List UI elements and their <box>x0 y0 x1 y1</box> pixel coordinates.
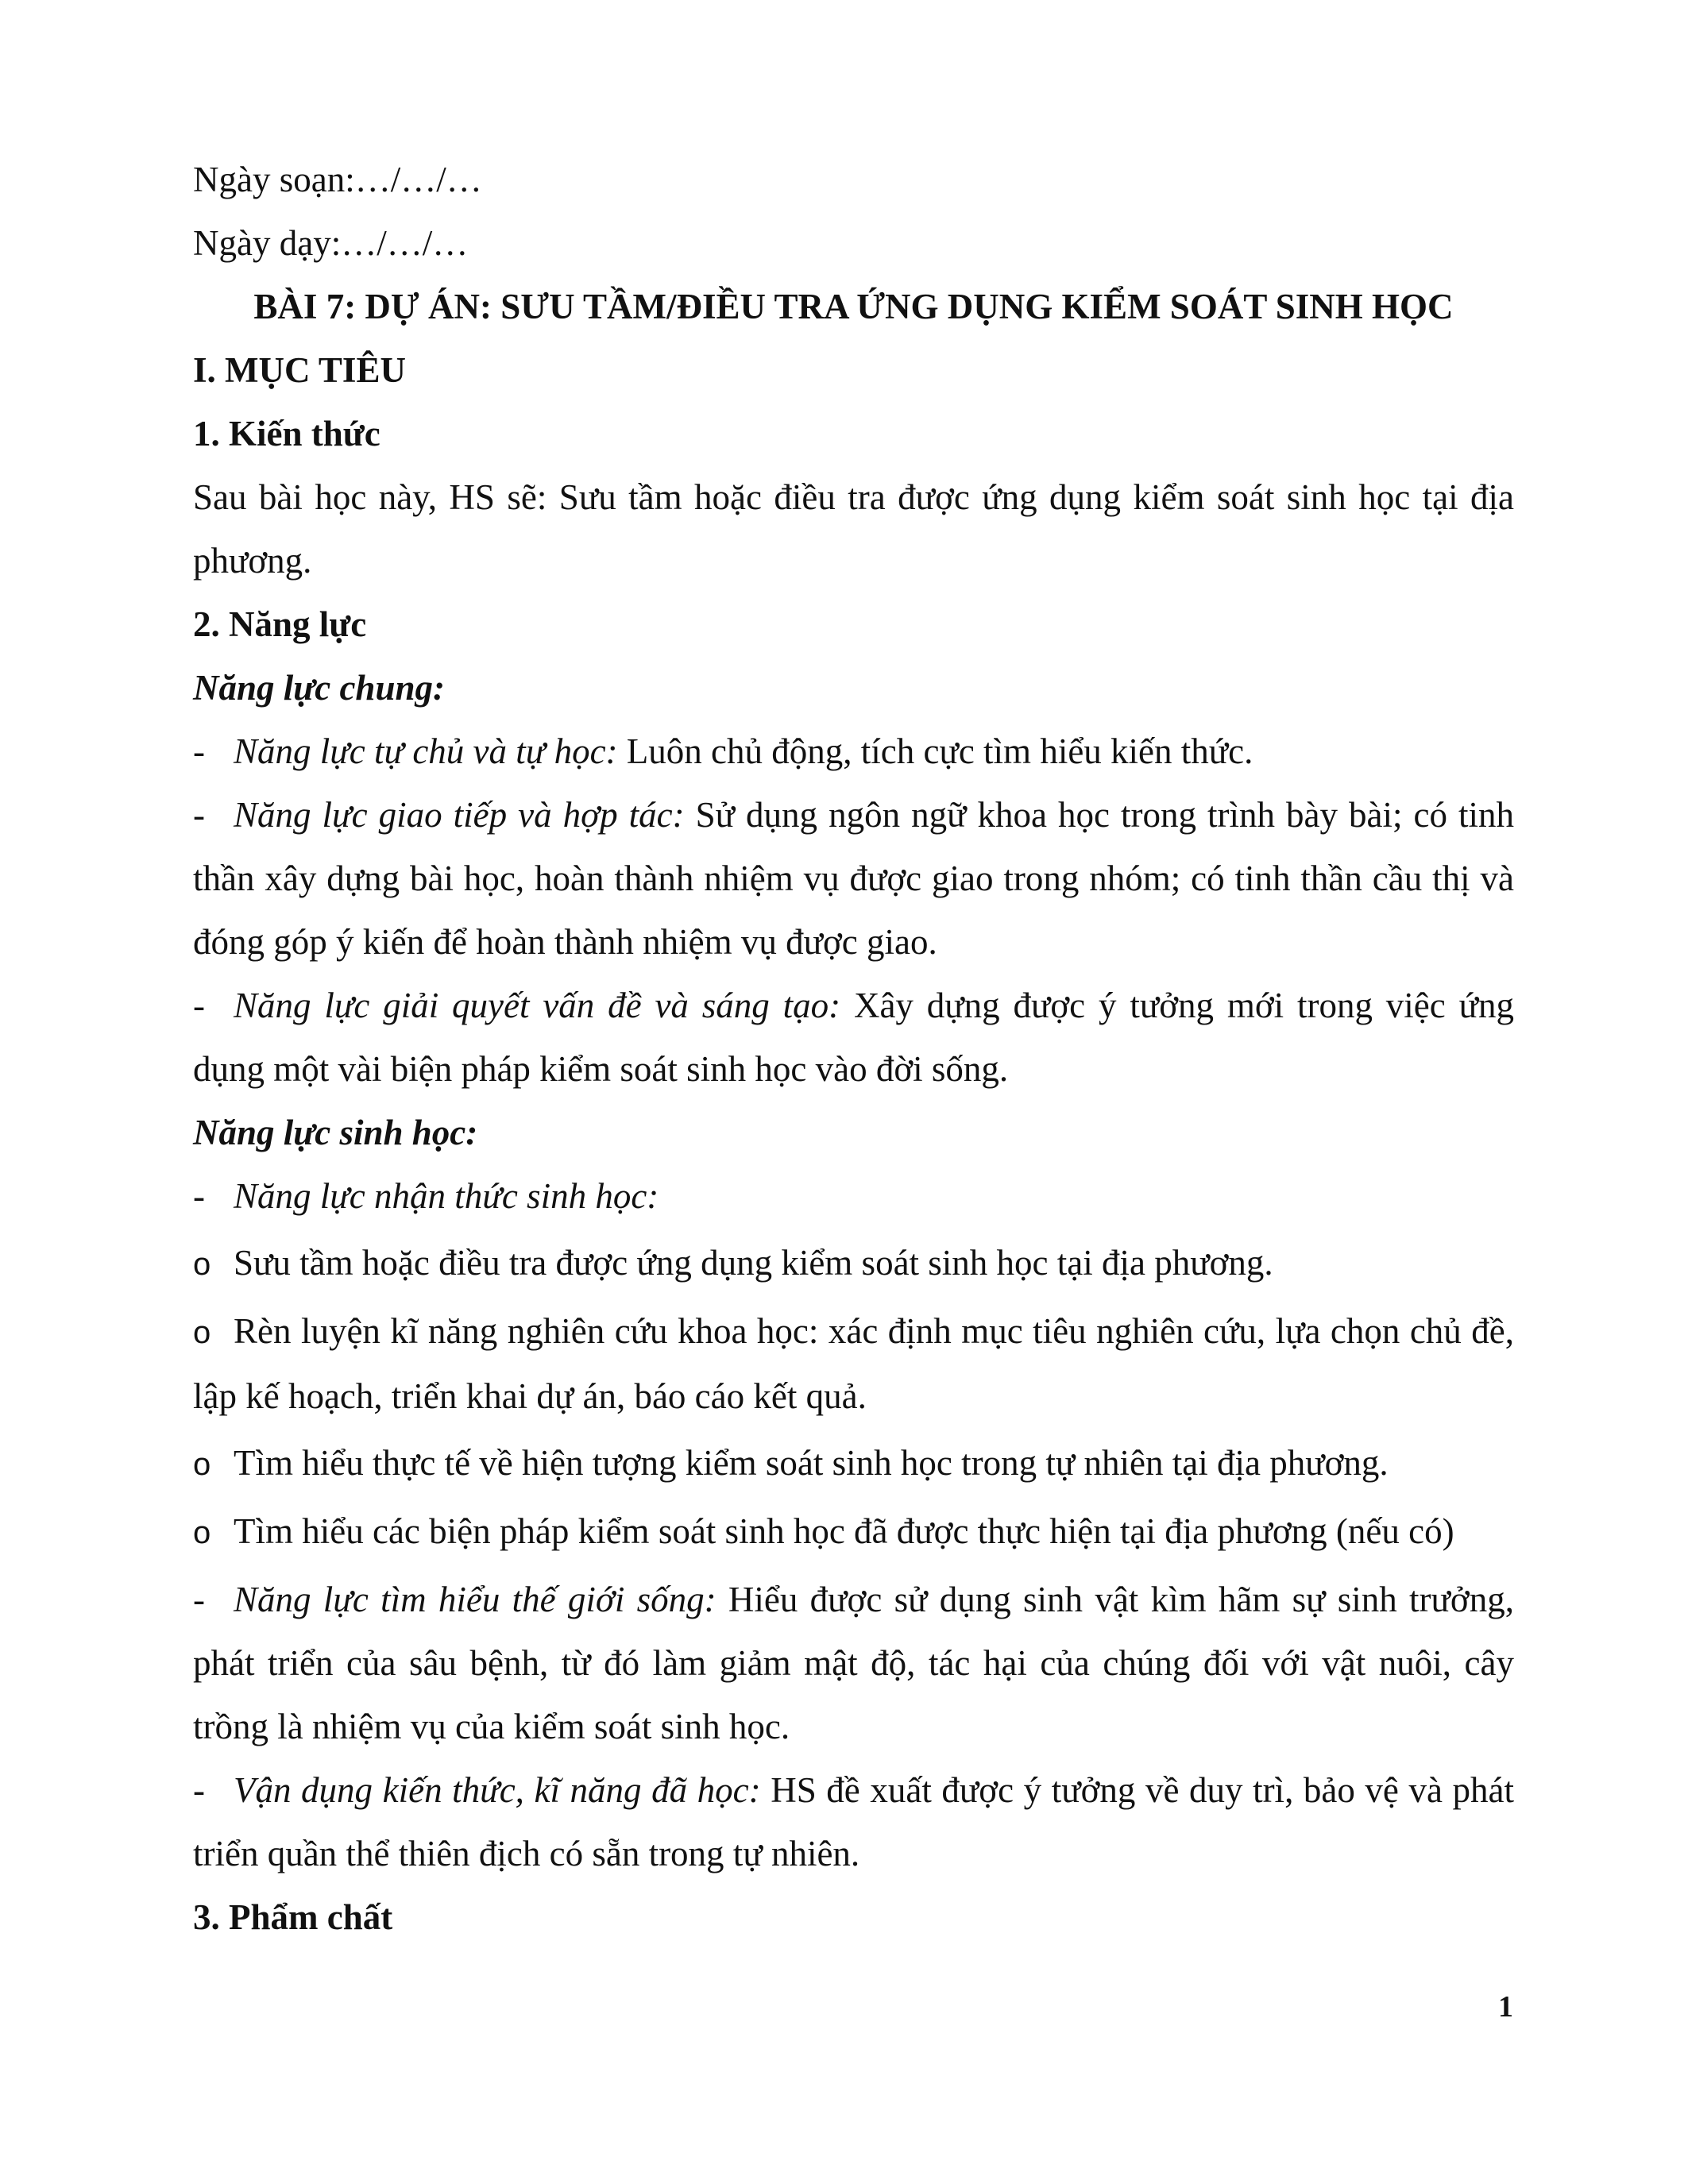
dash-marker: - <box>193 731 205 771</box>
ngay-day: Ngày dạy:…/…/… <box>193 223 469 263</box>
heading-nang-luc-chung: Năng lực chung: <box>193 668 445 708</box>
item-text: Tìm hiểu các biện pháp kiểm soát sinh học đã được thực hiện tại địa phương (nếu có) <box>234 1511 1454 1551</box>
list-item <box>193 783 1514 974</box>
dash-marker: - <box>193 1580 205 1619</box>
item-text: Xây dựng được ý tưởng mới trong việc ứng dụng một vài biện pháp kiểm soát sinh học vào đời sống. <box>193 986 1514 1089</box>
list-item <box>193 1568 1514 1758</box>
list-item <box>193 720 1514 783</box>
circle-bullet-icon: o <box>193 1247 211 1282</box>
heading-kien-thuc: 1. Kiến thức <box>193 414 380 453</box>
heading-nang-luc-sinh-hoc: Năng lực sinh học: <box>193 1113 478 1152</box>
circle-bullet-icon: o <box>193 1315 211 1350</box>
dash-marker: - <box>193 1770 205 1810</box>
item-label: Vận dụng kiến thức, kĩ năng đã học: <box>234 1770 761 1810</box>
section-heading-muc-tieu: I. MỤC TIÊU <box>193 350 406 390</box>
sub-list-item <box>193 1499 1514 1565</box>
dash-marker: - <box>193 795 205 835</box>
circle-bullet-icon: o <box>193 1515 211 1550</box>
dash-marker: - <box>193 1176 205 1216</box>
sub-list-item <box>193 1431 1514 1496</box>
sub-list-item <box>193 1231 1514 1296</box>
list-item <box>193 1758 1514 1885</box>
page-number: 1 <box>1498 1990 1513 2024</box>
item-text: Tìm hiểu thực tế về hiện tượng kiểm soát sinh học trong tự nhiên tại địa phương. <box>234 1443 1389 1483</box>
item-text: Luôn chủ động, tích cực tìm hiểu kiến thức. <box>617 731 1253 771</box>
ngay-soan: Ngày soạn:…/…/… <box>193 160 482 199</box>
list-item <box>193 974 1514 1101</box>
heading-nang-luc: 2. Năng lực <box>193 604 367 644</box>
item-text: Sưu tầm hoặc điều tra được ứng dụng kiểm soát sinh học tại địa phương. <box>234 1243 1273 1283</box>
dash-marker: - <box>193 986 205 1025</box>
item-text: HS đề xuất được ý tưởng về duy trì, bảo vệ và phát triển quần thể thiên địch có sẵn trong tự nhiên. <box>193 1770 1514 1873</box>
sub-list-item <box>193 1299 1514 1428</box>
item-label: Năng lực tìm hiểu thế giới sống: <box>234 1580 717 1619</box>
item-text: Hiểu được sử dụng sinh vật kìm hãm sự sinh trưởng, phát triển của sâu bệnh, từ đó làm giảm mật độ, tác hại của chúng đối với vật nuôi, cây trồng là nhiệm vụ của kiểm soát sinh học. <box>193 1580 1514 1746</box>
item-label: Năng lực tự chủ và tự học: <box>234 731 618 771</box>
item-label: Năng lực giao tiếp và hợp tác: <box>234 795 685 835</box>
document-page <box>193 148 1514 1949</box>
item-label: Năng lực nhận thức sinh học: <box>234 1176 659 1216</box>
item-text: Rèn luyện kĩ năng nghiên cứu khoa học: xác định mục tiêu nghiên cứu, lựa chọn chủ đề, lập kế hoạch, triển khai dự án, báo cáo kết quả. <box>193 1311 1514 1416</box>
item-label: Năng lực giải quyết vấn đề và sáng tạo: <box>234 986 841 1025</box>
heading-pham-chat: 3. Phẩm chất <box>193 1897 393 1937</box>
lesson-title: BÀI 7: DỰ ÁN: SƯU TẦM/ĐIỀU TRA ỨNG DỤNG KIỂM SOÁT SINH HỌC <box>253 287 1454 326</box>
kien-thuc-text: Sau bài học này, HS sẽ: Sưu tầm hoặc điều tra được ứng dụng kiểm soát sinh học tại địa phương. <box>193 477 1514 581</box>
item-text: Sử dụng ngôn ngữ khoa học trong trình bày bài; có tinh thần xây dựng bài học, hoàn thành nhiệm vụ được giao trong nhóm; có tinh thần cầu thị và đóng góp ý kiến để hoàn thành nhiệm vụ được giao. <box>193 795 1514 962</box>
list-item <box>193 1164 1514 1228</box>
circle-bullet-icon: o <box>193 1447 211 1482</box>
